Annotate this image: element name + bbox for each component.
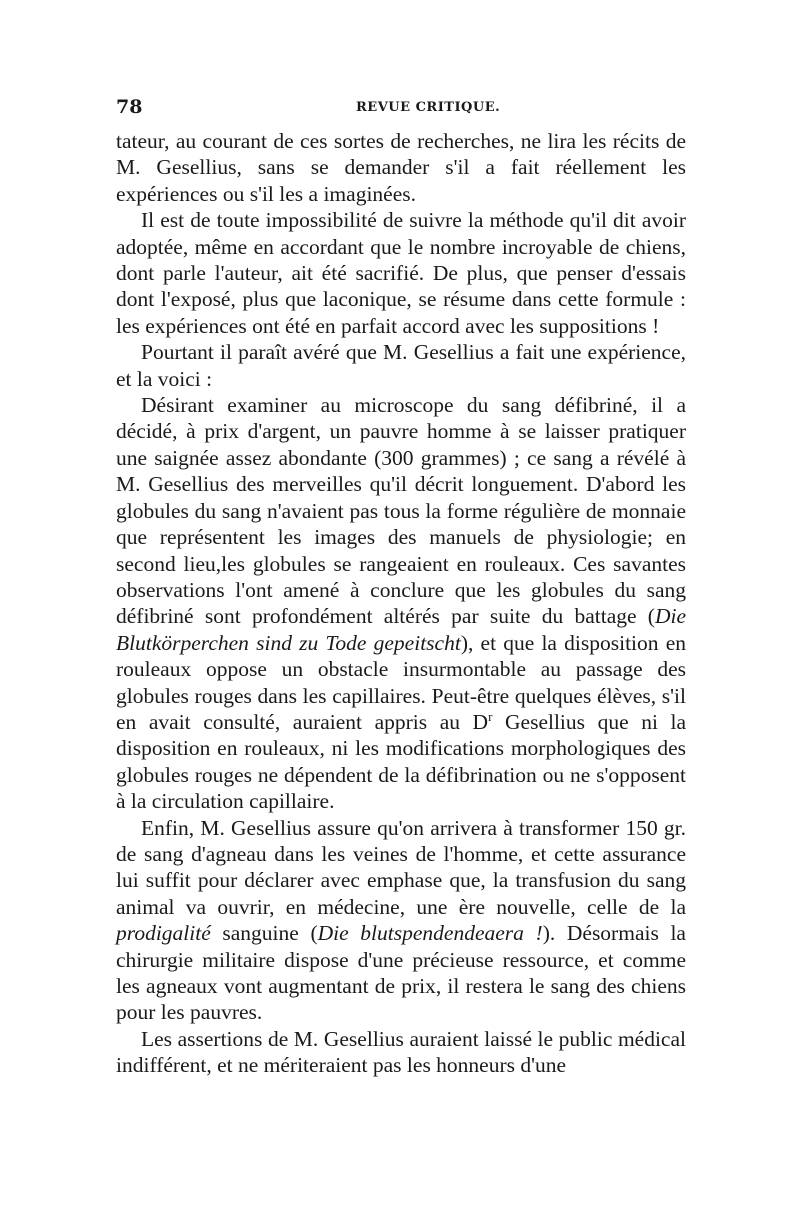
german-quote-blutkoerperchen: Die Blutkörperchen sind zu Tode gepeitscht [116, 604, 686, 655]
paragraph-5-text-c: ). Désormais la chirurgie militaire dispose d'une précieuse ressource, et comme les agneaux vont augmentant de prix, il restera le sang des chiens pour les pauvres. [116, 921, 686, 1025]
paragraph-6: Les assertions de M. Gesellius auraient laissé le public médical indifférent, et ne mériteraient pas les honneurs d'une [116, 1026, 686, 1078]
paragraph-5 [116, 815, 686, 1026]
paragraph-4-text-b: ), et que la disposition en rouleaux oppose un obstacle insurmontable au passage des globules rouges dans les capillaires. Peut-être quelques élèves, s'il en avait consulté, auraient appris au D [116, 630, 686, 734]
paragraph-4-text-a: Désirant examiner au microscope du sang défibriné, il a décidé, à prix d'argent, un pauvre homme à se laisser pratiquer une saignée assez abondante (300 grammes) ; ce sang a révélé à M. Gesellius des merveilles qu'il décrit longuement. D'abord les globules du sang n'avaient pas tous la forme régulière de monnaie que représentent les images des manuels de physiologie; en second lieu,les globules se rangeaient en rouleaux. Ces savantes observations l'ont amené à conclure que les globules du sang défibriné sont profondément altérés par suite du battage ( [116, 393, 686, 629]
german-quote-blutspendendeaera: Die blutspendendeaera ! [317, 921, 543, 946]
paragraph-1: tateur, au courant de ces sortes de recherches, ne lira les récits de M. Gesellius, sans se demander s'il a fait réellement les expériences ou s'il les a imaginées. [116, 129, 686, 206]
page-number: 78 [116, 96, 143, 118]
paragraph-4 [116, 392, 686, 815]
paragraph-2: Il est de toute impossibilité de suivre la méthode qu'il dit avoir adoptée, même en accordant que le nombre incroyable de chiens, dont parle l'auteur, ait été sacrifié. De plus, que penser d'essais dont l'exposé, plus que laconique, se résume dans cette formule : les expériences ont été en parfait accord avec les suppositions ! [116, 208, 686, 338]
paragraph-5-text-b: sanguine ( [210, 921, 318, 946]
body-text [116, 128, 686, 1079]
paragraph-5-text-a: Enfin, M. Gesellius assure qu'on arrivera à transformer 150 gr. de sang d'agneau dans les veines de l'homme, et cette assurance lui suffit pour déclarer avec emphase que, la transfusion du sang animal va ouvrir, en médecine, une ère nouvelle, celle de la [116, 815, 686, 919]
running-head: REVUE CRITIQUE. [356, 100, 501, 115]
italic-prodigalite: prodigalité [116, 921, 211, 946]
doctor-superscript: r [488, 708, 493, 724]
page-header [116, 96, 686, 120]
paragraph-4-text-c: Gesellius que ni la disposition en rouleaux, ni les modifications morphologiques des globules rouges ne dépendent de la défibrination ou ne s'opposent à la circulation capillaire. [116, 709, 686, 814]
paragraph-3: Pourtant il paraît avéré que M. Gesellius a fait une expérience, et la voici : [116, 340, 686, 391]
